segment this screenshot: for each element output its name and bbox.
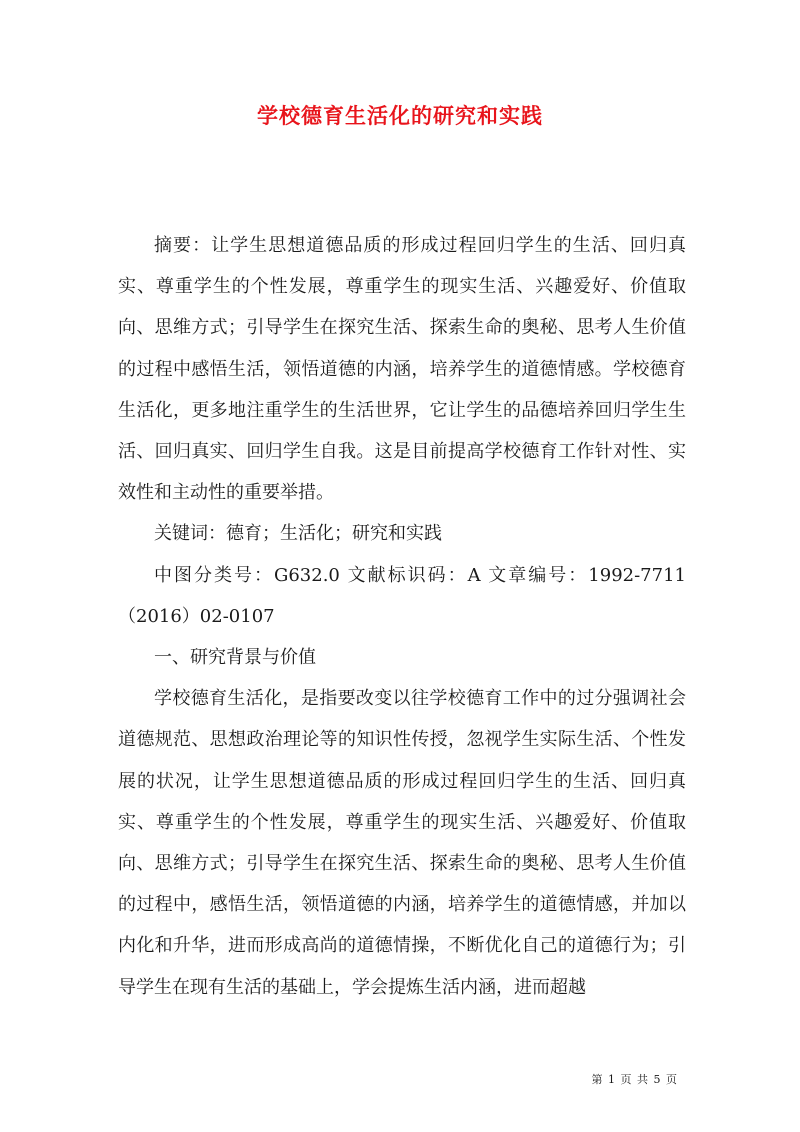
section-heading: 一、研究背景与价值 <box>154 647 316 669</box>
keywords-paragraph: 关键词：德育；生活化；研究和实践 <box>154 523 442 545</box>
abstract-paragraph: 摘要：让学生思想道德品质的形成过程回归学生的生活、回归真实、尊重学生的个性发展，尊重学生的现实生活、兴趣爱好、价值取向、思维方式；引导学生在探究生活、探索生命的奥秘、思考人生价值的过程中感悟生活，领悟道德的内涵，培养学生的道德情感。学校德育生活化，更多地注重学生的生活世界，它让学生的品德培养回归学生生活、回归真实、回归学生自我。这是目前提高学校德育工作针对性、实效性和主动性的重要举措。 <box>118 235 686 504</box>
page-title: 学校德育生活化的研究和实践 <box>257 103 543 128</box>
body-paragraph: 学校德育生活化，是指要改变以往学校德育工作中的过分强调社会道德规范、思想政治理论等的知识性传授，忽视学生实际生活、个性发展的状况，让学生思想道德品质的形成过程回归学生的生活、回归真实、尊重学生的个性发展，尊重学生的现实生活、兴趣爱好、价值取向、思维方式；引导学生在探究生活、探索生命的奥秘、思考人生价值的过程中，感悟生活，领悟道德的内涵，培养学生的道德情感，并加以内化和升华，进而形成高尚的道德情操，不断优化自己的道德行为；引导学生在现有生活的基础上，学会提炼生活内涵，进而超越 <box>118 688 686 998</box>
document-body <box>118 225 686 1008</box>
page-indicator: 第 1 页 共 5 页 <box>591 1073 678 1086</box>
classification-paragraph: 中图分类号：G632.0 文献标识码：A 文章编号：1992-7711（2016）02-0107 <box>118 564 686 627</box>
